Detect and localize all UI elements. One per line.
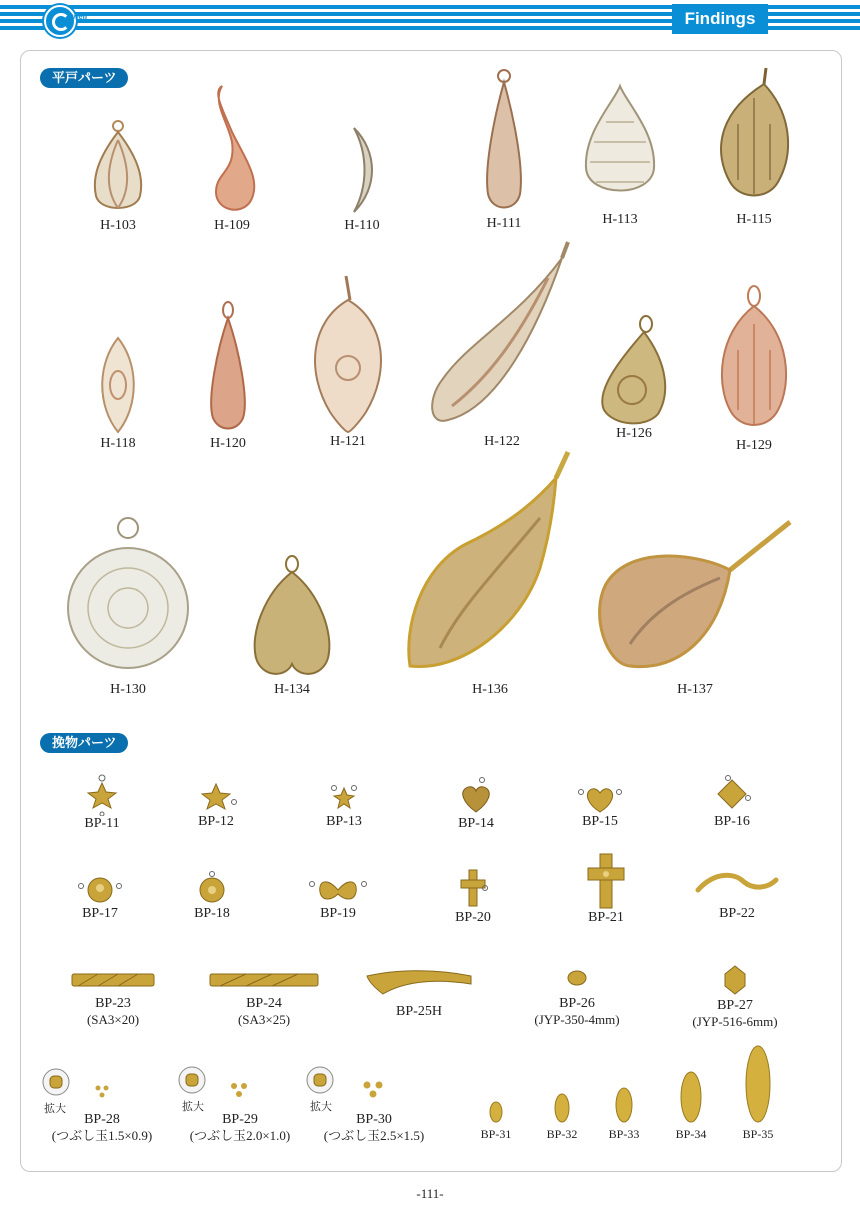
round-cup-bead-icon [77, 874, 123, 906]
product-h-122 [428, 238, 576, 450]
product-h-129 [716, 284, 792, 454]
butterfly-bead-icon [308, 874, 368, 906]
magnified-crimp-bead-icon [42, 1068, 70, 1096]
product-bp-17 [70, 874, 130, 922]
product-code: H-136 [472, 682, 508, 697]
product-bp-32 [538, 1090, 586, 1142]
magnified-view [42, 1068, 70, 1096]
filigree-marquise-icon [91, 334, 145, 436]
product-code: H-111 [486, 216, 522, 231]
filigree-teardrop-icon [88, 118, 148, 218]
diamond-bead-icon [712, 774, 752, 814]
product-h-126 [596, 314, 672, 442]
filigree-large-leaf-icon [400, 448, 580, 682]
filigree-heart-drop-icon [250, 554, 334, 682]
magnify-label: 拡大 [44, 1103, 66, 1115]
filigree-round-pendant-icon [66, 514, 190, 682]
large-cross-bead-icon [584, 852, 628, 910]
product-spec: (SA3×20) [86, 1012, 140, 1027]
product-bp-25h [362, 964, 476, 1020]
product-code: BP-26 [559, 996, 595, 1011]
filigree-large-paisley-icon [428, 238, 576, 434]
twisted-bar-icon [68, 964, 158, 996]
rice-bead-icon [677, 1068, 705, 1126]
product-h-120 [190, 300, 266, 452]
product-bp-28 [34, 1112, 170, 1144]
filigree-leaf-icon [714, 64, 794, 212]
product-code: BP-19 [320, 906, 356, 921]
magnified-crimp-bead-icon [306, 1066, 334, 1094]
product-code: H-122 [484, 434, 520, 449]
product-bp-22 [692, 868, 782, 922]
crimp-beads-icon [90, 1082, 120, 1100]
product-bp-18 [182, 870, 242, 922]
product-bp-26 [524, 964, 630, 1028]
crimp-beads-icon [358, 1078, 394, 1100]
filigree-crescent-icon [342, 122, 382, 218]
product-spec: (JYP-516-6mm) [692, 1014, 778, 1029]
product-code: H-118 [100, 436, 136, 451]
wave-tube-icon [694, 868, 780, 898]
faceted-bead-icon [715, 962, 755, 998]
product-bp-33 [600, 1084, 648, 1142]
product-code: BP-30 [356, 1112, 392, 1127]
brand-logo [44, 5, 76, 37]
product-h-109 [194, 82, 270, 234]
product-bp-15 [570, 784, 630, 830]
product-spec: (つぶし玉2.5×1.5) [323, 1128, 425, 1143]
product-code: BP-12 [198, 814, 234, 829]
product-code: H-103 [100, 218, 136, 233]
product-h-134 [250, 554, 334, 698]
product-h-118 [80, 334, 156, 452]
rice-bead-icon [486, 1098, 506, 1126]
product-code: BP-29 [222, 1112, 258, 1127]
product-h-110 [324, 122, 400, 234]
filigree-paisley-icon [202, 82, 262, 218]
filigree-spoon-leaf-icon [590, 514, 800, 682]
product-code: BP-18 [194, 906, 230, 921]
product-code: BP-31 [480, 1127, 512, 1141]
product-code: BP-33 [608, 1127, 640, 1141]
filigree-spiral-leaf-icon [306, 272, 390, 434]
product-code: BP-21 [588, 910, 624, 925]
product-code: BP-35 [742, 1127, 774, 1141]
rice-bead-icon [612, 1084, 636, 1126]
product-bp-21 [576, 852, 636, 926]
heart-bead-icon [577, 784, 623, 814]
product-code: BP-11 [84, 816, 120, 831]
filigree-rose-leaf-icon [716, 284, 792, 438]
product-bp-35 [732, 1042, 784, 1142]
product-code: H-130 [110, 682, 146, 697]
product-code: H-115 [736, 212, 772, 227]
product-h-111 [466, 68, 542, 232]
product-bp-27 [682, 962, 788, 1030]
product-bp-23 [66, 964, 160, 1028]
oval-bead-icon [557, 964, 597, 996]
product-code: BP-14 [458, 816, 494, 831]
product-spec: (JYP-350-4mm) [534, 1012, 620, 1027]
clip-bar-icon [363, 964, 475, 1004]
product-code: BP-32 [546, 1127, 578, 1141]
product-spec: (SA3×25) [237, 1012, 291, 1027]
cross-bead-icon [455, 866, 491, 910]
filigree-long-drop-icon [482, 68, 526, 216]
filigree-slim-drop-icon [205, 300, 251, 436]
product-code: H-109 [214, 218, 250, 233]
product-code: BP-24 [246, 996, 282, 1011]
rice-bead-icon [551, 1090, 573, 1126]
product-spec: (つぶし玉2.0×1.0) [189, 1128, 291, 1143]
product-code: BP-22 [719, 906, 755, 921]
heart-bead-icon [458, 776, 494, 816]
product-bp-11 [72, 774, 132, 832]
product-bp-30 [306, 1112, 442, 1144]
product-bp-14 [446, 776, 506, 832]
product-bp-12 [186, 780, 246, 830]
product-bp-19 [306, 874, 370, 922]
category-label: Findings [672, 4, 768, 34]
crimp-beads-icon [226, 1080, 258, 1100]
product-bp-29 [172, 1112, 308, 1144]
product-spec: (つぶし玉1.5×0.9) [51, 1128, 153, 1143]
logo-text: well [72, 12, 88, 21]
product-code: BP-23 [95, 996, 131, 1011]
product-code: H-120 [210, 436, 246, 451]
product-bp-13 [314, 782, 374, 830]
filigree-mesh-drop-icon [582, 82, 658, 212]
product-code: BP-28 [84, 1112, 120, 1127]
magnified-crimp-bead-icon [178, 1066, 206, 1094]
product-h-137 [590, 514, 800, 698]
section-title-nukimono: 挽物パーツ [40, 733, 128, 753]
product-bp-31 [472, 1098, 520, 1142]
magnified-view [178, 1066, 206, 1094]
product-code: BP-16 [714, 814, 750, 829]
product-code: BP-15 [582, 814, 618, 829]
product-h-136 [400, 448, 580, 698]
product-code: H-121 [330, 434, 366, 449]
page-header [0, 0, 860, 36]
product-code: BP-17 [82, 906, 118, 921]
product-h-113 [582, 82, 658, 228]
product-code: H-113 [602, 212, 638, 227]
product-code: BP-20 [455, 910, 491, 925]
product-h-115 [714, 64, 794, 228]
product-bp-16 [702, 774, 762, 830]
product-code: BP-13 [326, 814, 362, 829]
product-code: H-126 [616, 426, 652, 441]
product-code: BP-27 [717, 998, 753, 1013]
product-bp-20 [443, 866, 503, 926]
star-bead-icon [194, 780, 238, 814]
magnified-view [306, 1066, 334, 1094]
magnify-label: 拡大 [182, 1101, 204, 1113]
flower-bead-icon [192, 870, 232, 906]
product-code: H-134 [274, 682, 310, 697]
product-code: H-110 [344, 218, 380, 233]
product-h-103 [80, 118, 156, 234]
product-code: BP-25H [396, 1004, 442, 1019]
twisted-bar-icon [206, 964, 322, 996]
star-bead-icon [324, 782, 364, 814]
product-h-130 [66, 514, 190, 698]
filigree-rose-drop-icon [596, 314, 672, 426]
rice-bead-icon [743, 1042, 773, 1126]
product-code: H-137 [677, 682, 713, 697]
section-title-hirado: 平戸パーツ [40, 68, 128, 88]
product-h-121 [306, 272, 390, 450]
product-code: H-129 [736, 438, 772, 453]
star-bead-icon [82, 774, 122, 816]
page-number: -111- [416, 1186, 444, 1201]
product-bp-24 [204, 964, 324, 1028]
product-code: BP-34 [675, 1127, 707, 1141]
magnify-label: 拡大 [310, 1101, 332, 1113]
product-bp-34 [666, 1068, 716, 1142]
